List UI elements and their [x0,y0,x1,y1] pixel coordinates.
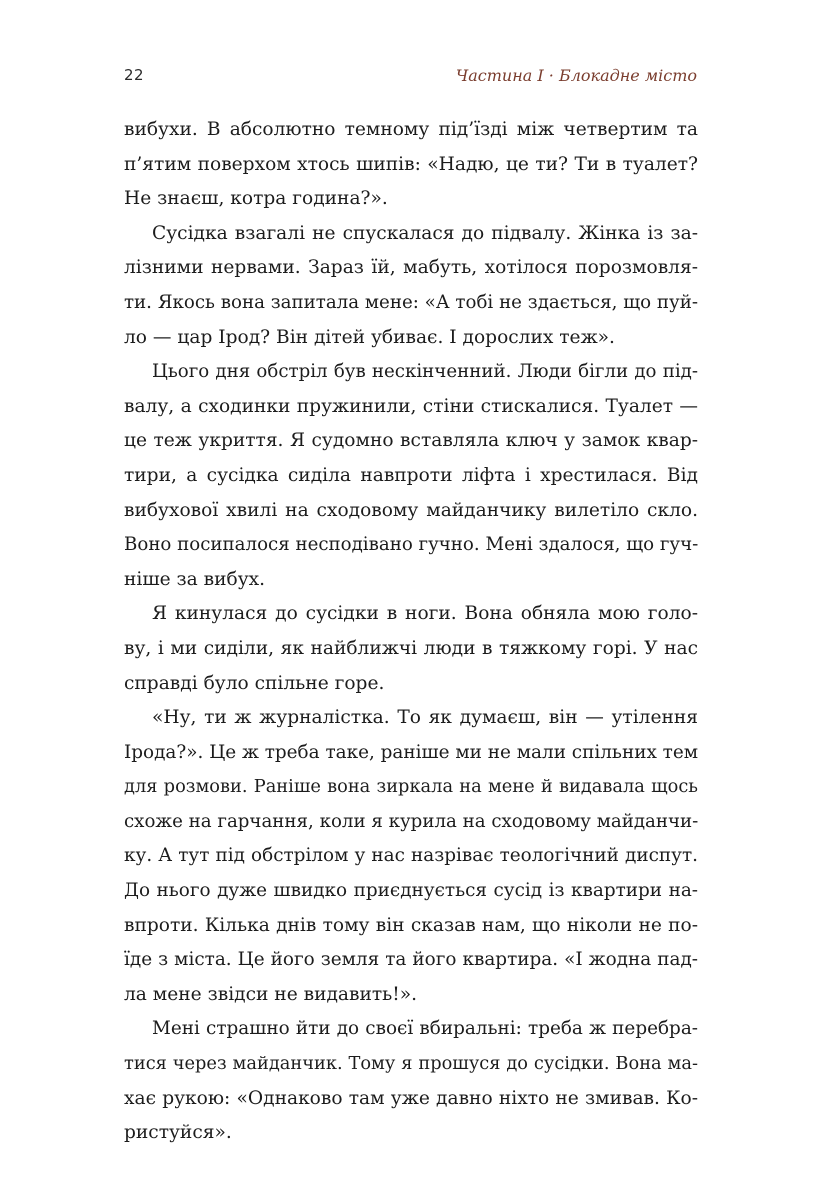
text-line: Не знаєш, котра година?». [124,188,388,210]
paragraph-first-line: Сусідка взагалі не спускалася до підвалу. Жінка із за- [152,222,698,244]
text-line: ніше за вибух. [124,568,266,590]
paragraph-first-line: Мені страшно йти до своєї вбиральні: треба ж перебра- [152,1018,698,1040]
text-line: хає рукою: «Однаково там уже давно ніхто не змивав. Ко- [124,1087,698,1109]
text-line: ла мене звідси не видавить!». [124,983,418,1005]
running-header [124,66,697,88]
text-line: для розмови. Раніше вона зиркала на мене й видавала щось [124,776,698,798]
text-line: п’ятим поверхом хтось шипів: «Надю, це ти? Ти в туалет? [124,153,698,175]
text-line: валу, а сходинки пружинили, стіни стискалися. Туалет — [124,395,698,417]
text-line: вибухової хвилі на сходовому майданчику вилетіло скло. [124,499,698,521]
paragraph-first-line: Цього дня обстріл був нескінченний. Люди бігли до під- [152,361,698,383]
text-line: вибухи. В абсолютно темному під’їзді між четвертим та [124,119,698,140]
text-line: Ірода?». Це ж треба таке, раніше ми не мали спільних тем [124,741,699,763]
paragraph-first-line: «Ну, ти ж журналістка. То як думаєш, він — утілення [152,707,698,729]
text-line: тири, а сусідка сиділа навпроти ліфта і хрестилася. Від [124,464,698,486]
text-line: впроти. Кілька днів тому він сказав нам, що ніколи не по- [124,914,698,936]
text-line: це теж укриття. Я судомно вставляла ключ у замок квар- [124,430,698,452]
body-text [124,113,698,1151]
text-line: схоже на гарчання, коли я курила на сходовому майданчи- [124,810,699,832]
text-line: їде з міста. Це його земля та його квартира. «І жодна пад- [124,949,698,971]
paragraph-first-line: Я кинулася до сусідки в ноги. Вона обняла мою голо- [152,603,698,625]
section-title: Частина І · Блокадне місто [455,66,697,85]
page-number: 22 [124,66,145,84]
text-line: ристуйся». [124,1122,232,1144]
text-line: ти. Якось вона запитала мене: «А тобі не здається, що пуй- [124,291,698,313]
text-line: До нього дуже швидко приєднується сусід із квартири на- [124,880,698,902]
text-line: ку. А тут під обстрілом у нас назріває теологічний диспут. [124,845,698,867]
text-line: лізними нервами. Зараз їй, мабуть, хотілося порозмовля- [124,257,698,279]
text-line: справді було спільне горе. [124,672,385,694]
text-line: ло — цар Ірод? Він дітей убиває. І дорослих теж». [124,326,615,348]
text-line: Воно посипалося несподівано гучно. Мені здалося, що гуч- [124,534,699,556]
text-line: тися через майданчик. Тому я прошуся до сусідки. Вона ма- [124,1053,698,1075]
text-line: ву, і ми сиділи, як найближчі люди в тяжкому горі. У нас [124,637,698,659]
